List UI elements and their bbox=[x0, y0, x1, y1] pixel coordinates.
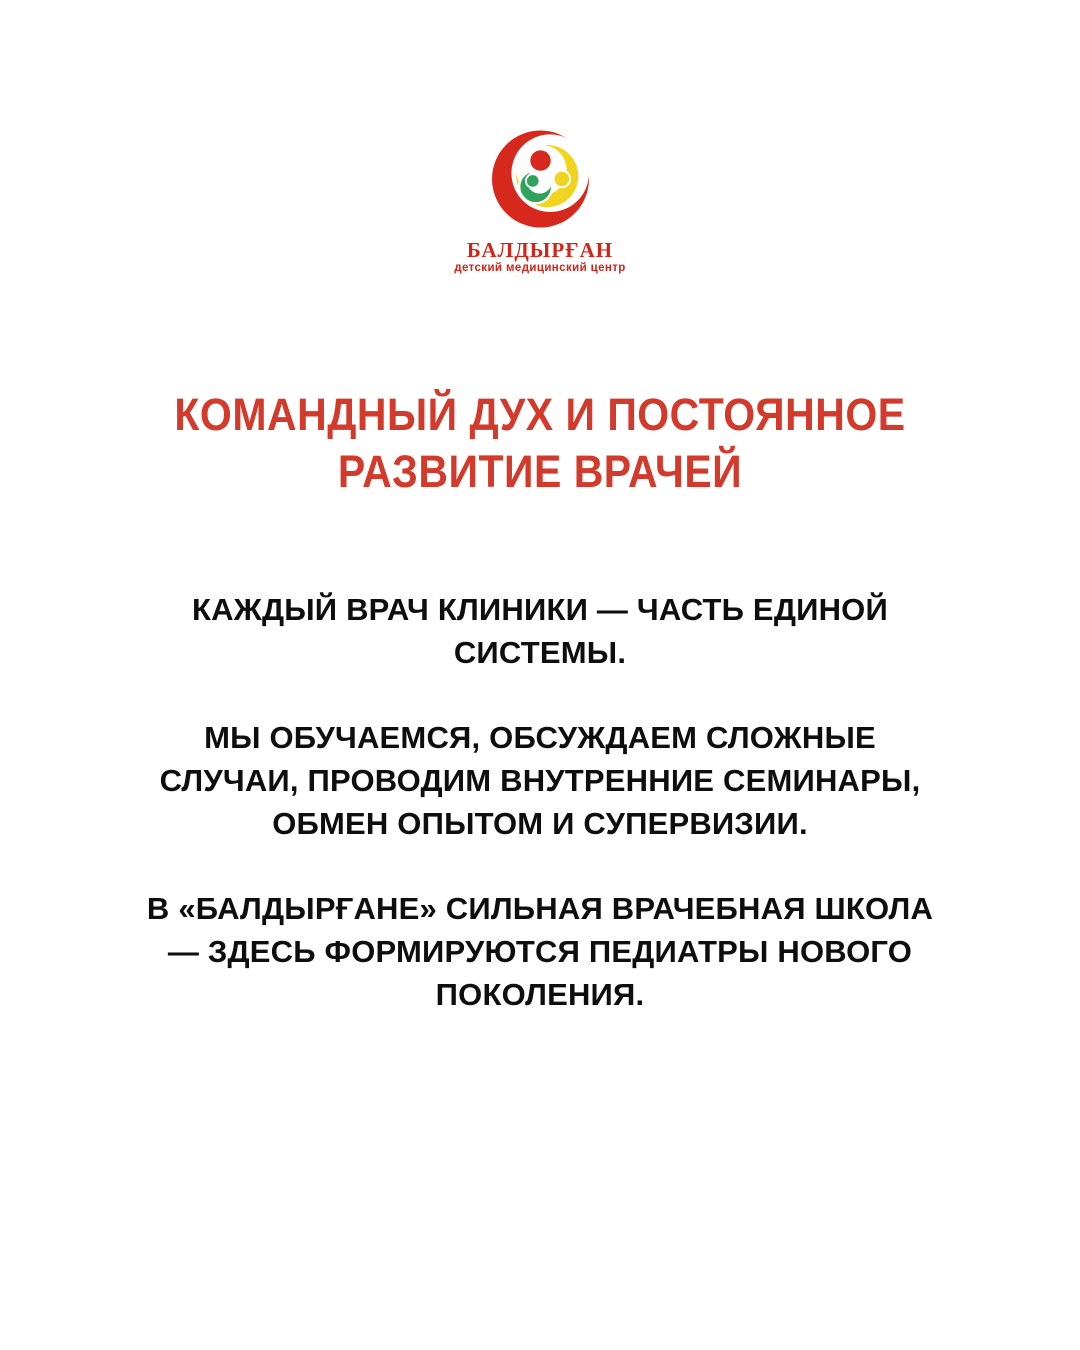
page-title-line-2: РАЗВИТИЕ ВРАЧЕЙ bbox=[337, 446, 743, 498]
brand-name: БАЛДЫРҒАН bbox=[466, 238, 614, 262]
text-line: ПОКОЛЕНИЯ. bbox=[435, 977, 645, 1012]
page-title bbox=[0, 386, 1080, 500]
brand-logo-icon bbox=[492, 129, 589, 229]
paragraph-3 bbox=[0, 887, 1080, 1016]
page-title-line-1: КОМАНДНЫЙ ДУХ И ПОСТОЯННОЕ bbox=[174, 389, 906, 440]
text-line: МЫ ОБУЧАЕМСЯ, ОБСУЖДАЕМ СЛОЖНЫЕ bbox=[204, 720, 876, 755]
brand-tagline: детский медицинский центр bbox=[454, 262, 626, 275]
text-line: СИСТЕМЫ. bbox=[453, 635, 627, 670]
text-line: — ЗДЕСЬ ФОРМИРУЮТСЯ ПЕДИАТРЫ НОВОГО bbox=[167, 934, 913, 969]
paragraph-1 bbox=[0, 588, 1080, 674]
brand-logo bbox=[0, 129, 1080, 274]
text-line: СЛУЧАИ, ПРОВОДИМ ВНУТРЕННИЕ СЕМИНАРЫ, bbox=[159, 763, 921, 798]
text-line: КАЖДЫЙ ВРАЧ КЛИНИКИ — ЧАСТЬ ЕДИНОЙ bbox=[192, 592, 888, 627]
paragraph-2 bbox=[0, 716, 1080, 845]
text-line: ОБМЕН ОПЫТОМ И СУПЕРВИЗИИ. bbox=[272, 806, 808, 841]
text-line: В «БАЛДЫРҒАНЕ» СИЛЬНАЯ ВРАЧЕБНАЯ ШКОЛА bbox=[146, 891, 934, 926]
body-text bbox=[0, 588, 1080, 1058]
